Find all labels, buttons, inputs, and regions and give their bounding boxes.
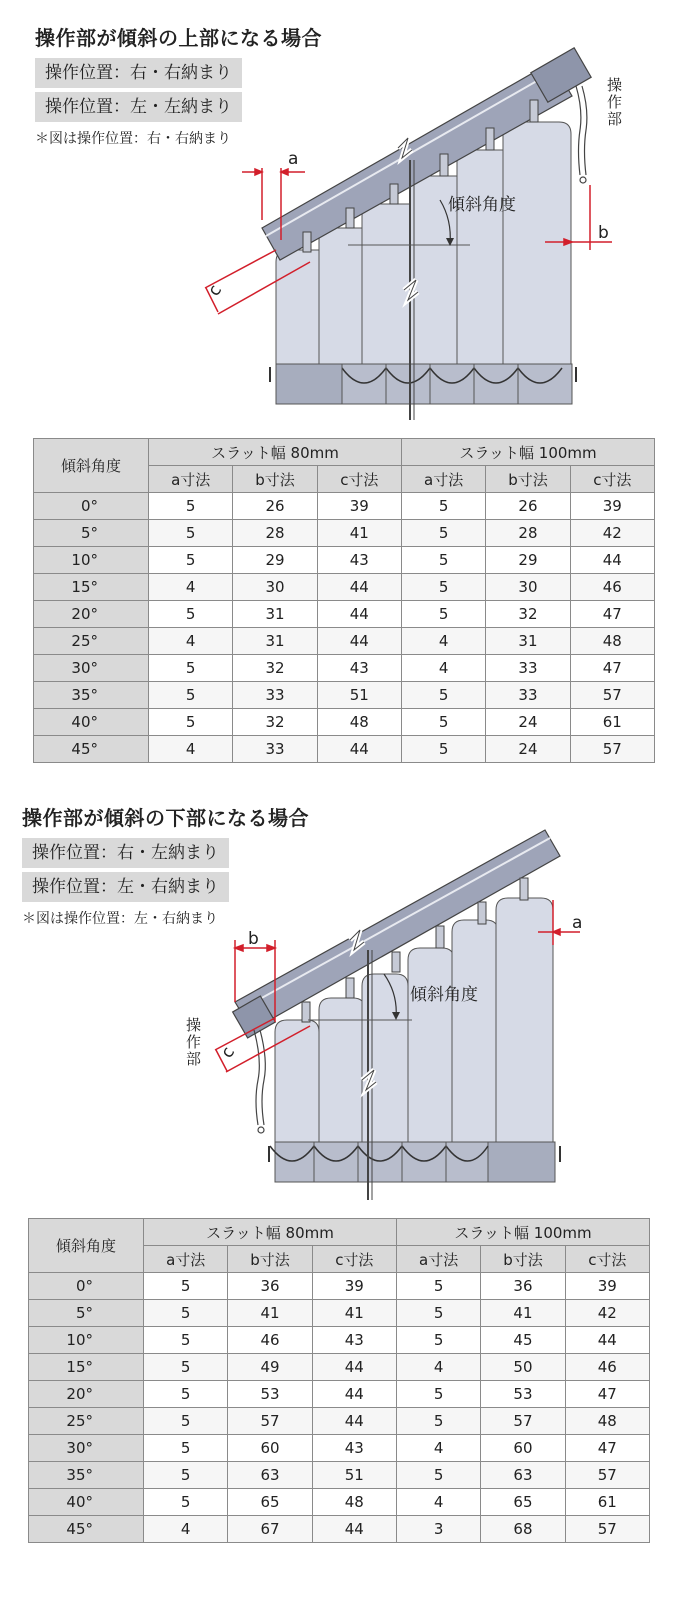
value-cell: 60 <box>228 1435 312 1462</box>
sub-header: c寸法 <box>317 466 401 493</box>
dimension-b-label: b <box>598 223 609 243</box>
value-cell: 5 <box>401 493 485 520</box>
value-cell: 47 <box>570 655 654 682</box>
table-row <box>34 574 655 601</box>
table-row <box>29 1516 650 1543</box>
value-cell: 33 <box>233 736 317 763</box>
blind-diagram-top <box>0 0 700 430</box>
value-cell: 5 <box>144 1489 228 1516</box>
value-cell: 43 <box>317 655 401 682</box>
value-cell: 4 <box>144 1516 228 1543</box>
angle-cell: 0° <box>34 493 149 520</box>
value-cell: 4 <box>149 628 233 655</box>
value-cell: 63 <box>481 1462 565 1489</box>
value-cell: 51 <box>317 682 401 709</box>
figure-note: ＊図は操作位置：左・右納まり <box>22 911 218 927</box>
angle-cell: 10° <box>29 1327 144 1354</box>
dimension-b-label: b <box>248 929 259 949</box>
value-cell: 5 <box>401 520 485 547</box>
blind-diagram-bottom <box>0 780 700 1210</box>
dimension-a-label: a <box>572 913 583 933</box>
value-cell: 31 <box>486 628 570 655</box>
position-tag-2: 操作位置：左・左納まり <box>35 92 242 122</box>
angle-cell: 5° <box>29 1300 144 1327</box>
value-cell: 44 <box>312 1354 396 1381</box>
angle-cell: 45° <box>34 736 149 763</box>
value-cell: 42 <box>570 520 654 547</box>
value-cell: 5 <box>401 547 485 574</box>
value-cell: 5 <box>396 1273 480 1300</box>
angle-cell: 20° <box>34 601 149 628</box>
angle-cell: 15° <box>34 574 149 601</box>
angle-cell: 25° <box>29 1408 144 1435</box>
value-cell: 5 <box>396 1408 480 1435</box>
value-cell: 5 <box>401 574 485 601</box>
value-cell: 5 <box>144 1435 228 1462</box>
value-cell: 57 <box>565 1516 649 1543</box>
table-row <box>34 520 655 547</box>
position-tag-1: 操作位置：右・右納まり <box>35 58 242 88</box>
table-row <box>29 1462 650 1489</box>
value-cell: 57 <box>481 1408 565 1435</box>
value-cell: 49 <box>228 1354 312 1381</box>
value-cell: 44 <box>312 1408 396 1435</box>
value-cell: 39 <box>312 1273 396 1300</box>
value-cell: 5 <box>396 1327 480 1354</box>
table-row <box>34 655 655 682</box>
value-cell: 5 <box>149 601 233 628</box>
value-cell: 44 <box>317 736 401 763</box>
group-header-100: スラット幅 100mm <box>401 439 654 466</box>
value-cell: 53 <box>228 1381 312 1408</box>
value-cell: 5 <box>149 547 233 574</box>
value-cell: 65 <box>481 1489 565 1516</box>
table-row <box>29 1408 650 1435</box>
value-cell: 39 <box>565 1273 649 1300</box>
figure-note: ＊図は操作位置：右・右納まり <box>35 131 231 147</box>
value-cell: 31 <box>233 628 317 655</box>
angle-cell: 15° <box>29 1354 144 1381</box>
value-cell: 60 <box>481 1435 565 1462</box>
value-cell: 5 <box>144 1273 228 1300</box>
value-cell: 46 <box>565 1354 649 1381</box>
value-cell: 43 <box>317 547 401 574</box>
value-cell: 42 <box>565 1300 649 1327</box>
value-cell: 44 <box>317 601 401 628</box>
value-cell: 53 <box>481 1381 565 1408</box>
section-title: 操作部が傾斜の下部になる場合 <box>22 806 309 830</box>
value-cell: 26 <box>233 493 317 520</box>
value-cell: 44 <box>565 1327 649 1354</box>
value-cell: 32 <box>233 655 317 682</box>
operation-chain-icon <box>254 1030 265 1133</box>
value-cell: 46 <box>570 574 654 601</box>
value-cell: 30 <box>233 574 317 601</box>
value-cell: 61 <box>565 1489 649 1516</box>
value-cell: 33 <box>233 682 317 709</box>
value-cell: 33 <box>486 655 570 682</box>
dimension-table-top <box>33 438 655 763</box>
value-cell: 46 <box>228 1327 312 1354</box>
table-row <box>29 1489 650 1516</box>
value-cell: 5 <box>396 1300 480 1327</box>
angle-cell: 40° <box>34 709 149 736</box>
value-cell: 39 <box>570 493 654 520</box>
value-cell: 48 <box>565 1408 649 1435</box>
value-cell: 4 <box>401 655 485 682</box>
value-cell: 41 <box>312 1300 396 1327</box>
value-cell: 36 <box>228 1273 312 1300</box>
sub-header: b寸法 <box>228 1246 312 1273</box>
angle-cell: 20° <box>29 1381 144 1408</box>
dimension-c-label: c <box>217 1043 240 1062</box>
value-cell: 5 <box>144 1408 228 1435</box>
value-cell: 47 <box>565 1435 649 1462</box>
value-cell: 48 <box>312 1489 396 1516</box>
angle-cell: 5° <box>34 520 149 547</box>
value-cell: 5 <box>401 601 485 628</box>
value-cell: 48 <box>570 628 654 655</box>
group-header-80: スラット幅 80mm <box>149 439 402 466</box>
value-cell: 5 <box>396 1381 480 1408</box>
table-row <box>29 1273 650 1300</box>
value-cell: 5 <box>149 493 233 520</box>
angle-cell: 45° <box>29 1516 144 1543</box>
sub-header: a寸法 <box>144 1246 228 1273</box>
angle-cell: 0° <box>29 1273 144 1300</box>
value-cell: 50 <box>481 1354 565 1381</box>
value-cell: 5 <box>144 1300 228 1327</box>
value-cell: 47 <box>570 601 654 628</box>
angle-cell: 40° <box>29 1489 144 1516</box>
table-row <box>34 601 655 628</box>
value-cell: 5 <box>144 1381 228 1408</box>
angle-header: 傾斜角度 <box>34 439 149 493</box>
group-header-100: スラット幅 100mm <box>396 1219 649 1246</box>
value-cell: 68 <box>481 1516 565 1543</box>
value-cell: 41 <box>228 1300 312 1327</box>
value-cell: 5 <box>149 709 233 736</box>
value-cell: 24 <box>486 736 570 763</box>
angle-label: 傾斜角度 <box>410 985 478 1005</box>
position-tag-1: 操作位置：右・左納まり <box>22 838 229 868</box>
value-cell: 5 <box>401 682 485 709</box>
sub-header: b寸法 <box>233 466 317 493</box>
sub-header: a寸法 <box>149 466 233 493</box>
table-row <box>34 709 655 736</box>
table-row <box>29 1300 650 1327</box>
value-cell: 33 <box>486 682 570 709</box>
table-row <box>34 736 655 763</box>
sub-header: b寸法 <box>486 466 570 493</box>
sub-header: c寸法 <box>565 1246 649 1273</box>
value-cell: 5 <box>396 1462 480 1489</box>
section-bottom <box>0 780 700 1622</box>
value-cell: 63 <box>228 1462 312 1489</box>
section-title: 操作部が傾斜の上部になる場合 <box>35 26 322 50</box>
value-cell: 48 <box>317 709 401 736</box>
table-row <box>29 1381 650 1408</box>
value-cell: 4 <box>149 574 233 601</box>
value-cell: 4 <box>396 1489 480 1516</box>
value-cell: 28 <box>486 520 570 547</box>
dimension-c-label: c <box>204 281 227 300</box>
value-cell: 4 <box>401 628 485 655</box>
sub-header: a寸法 <box>396 1246 480 1273</box>
value-cell: 43 <box>312 1327 396 1354</box>
angle-cell: 25° <box>34 628 149 655</box>
control-label: 操 作 部 <box>607 76 623 128</box>
sub-header: c寸法 <box>570 466 654 493</box>
value-cell: 57 <box>570 682 654 709</box>
value-cell: 67 <box>228 1516 312 1543</box>
value-cell: 44 <box>317 628 401 655</box>
value-cell: 44 <box>312 1516 396 1543</box>
value-cell: 32 <box>233 709 317 736</box>
bottom-rail <box>270 364 576 404</box>
value-cell: 57 <box>570 736 654 763</box>
value-cell: 4 <box>149 736 233 763</box>
sub-header: c寸法 <box>312 1246 396 1273</box>
sub-header: b寸法 <box>481 1246 565 1273</box>
position-tag-2: 操作位置：左・右納まり <box>22 872 229 902</box>
value-cell: 45 <box>481 1327 565 1354</box>
value-cell: 29 <box>233 547 317 574</box>
angle-cell: 35° <box>29 1462 144 1489</box>
value-cell: 4 <box>396 1354 480 1381</box>
value-cell: 44 <box>312 1381 396 1408</box>
section-top <box>0 0 700 780</box>
value-cell: 4 <box>396 1435 480 1462</box>
value-cell: 28 <box>233 520 317 547</box>
table-row <box>34 682 655 709</box>
angle-cell: 30° <box>29 1435 144 1462</box>
value-cell: 36 <box>481 1273 565 1300</box>
value-cell: 61 <box>570 709 654 736</box>
dimension-a-label: a <box>288 149 299 169</box>
table-row <box>29 1354 650 1381</box>
value-cell: 5 <box>144 1462 228 1489</box>
angle-cell: 10° <box>34 547 149 574</box>
dimension-table-bottom <box>28 1218 650 1543</box>
value-cell: 29 <box>486 547 570 574</box>
value-cell: 5 <box>401 709 485 736</box>
value-cell: 5 <box>149 682 233 709</box>
value-cell: 3 <box>396 1516 480 1543</box>
angle-header: 傾斜角度 <box>29 1219 144 1273</box>
angle-label: 傾斜角度 <box>448 195 516 215</box>
value-cell: 5 <box>401 736 485 763</box>
table-row <box>29 1435 650 1462</box>
value-cell: 32 <box>486 601 570 628</box>
value-cell: 5 <box>144 1354 228 1381</box>
value-cell: 44 <box>317 574 401 601</box>
value-cell: 57 <box>228 1408 312 1435</box>
group-header-80: スラット幅 80mm <box>144 1219 397 1246</box>
value-cell: 30 <box>486 574 570 601</box>
angle-cell: 35° <box>34 682 149 709</box>
value-cell: 41 <box>481 1300 565 1327</box>
value-cell: 31 <box>233 601 317 628</box>
control-label: 操 作 部 <box>186 1016 202 1068</box>
value-cell: 44 <box>570 547 654 574</box>
value-cell: 57 <box>565 1462 649 1489</box>
angle-cell: 30° <box>34 655 149 682</box>
operation-chain-icon <box>576 86 587 183</box>
value-cell: 41 <box>317 520 401 547</box>
value-cell: 5 <box>144 1327 228 1354</box>
bottom-rail <box>269 1142 560 1182</box>
sub-header: a寸法 <box>401 466 485 493</box>
table-row <box>34 493 655 520</box>
value-cell: 5 <box>149 520 233 547</box>
table-row <box>34 628 655 655</box>
value-cell: 65 <box>228 1489 312 1516</box>
value-cell: 24 <box>486 709 570 736</box>
table-row <box>29 1327 650 1354</box>
value-cell: 51 <box>312 1462 396 1489</box>
value-cell: 39 <box>317 493 401 520</box>
value-cell: 26 <box>486 493 570 520</box>
value-cell: 43 <box>312 1435 396 1462</box>
value-cell: 47 <box>565 1381 649 1408</box>
value-cell: 5 <box>149 655 233 682</box>
table-row <box>34 547 655 574</box>
